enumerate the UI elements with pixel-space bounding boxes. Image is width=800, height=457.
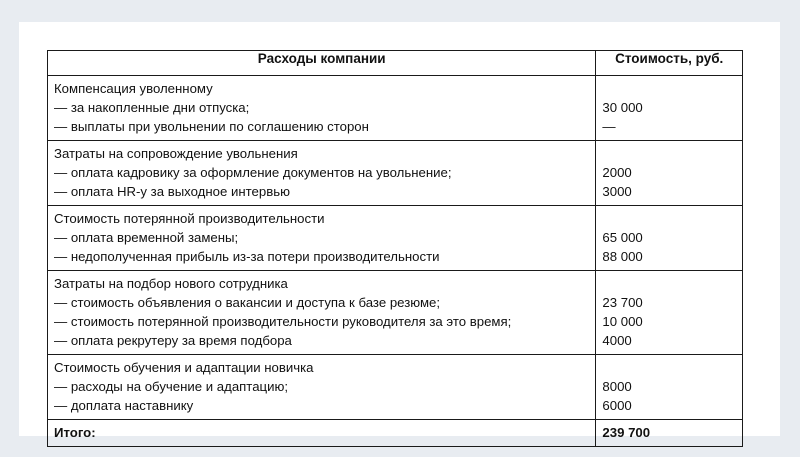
table-row (48, 355, 743, 420)
item-value: 65 000 (602, 230, 643, 245)
content-card (19, 22, 780, 440)
item-label: — стоимость потерянной производительности руководителя за это время; (54, 314, 512, 329)
expense-cell (48, 271, 596, 355)
item-label: — доплата наставнику (54, 398, 194, 413)
cost-cell (596, 355, 743, 420)
item-label: — недополученная прибыль из-за потери производительности (54, 249, 440, 264)
item-value: — (602, 119, 616, 134)
item-label: — расходы на обучение и адаптацию; (54, 379, 289, 394)
group-title: Компенсация уволенному (54, 81, 213, 96)
item-label: — оплата рекрутеру за время подбора (54, 333, 292, 348)
item-value: 23 700 (602, 295, 643, 310)
item-value: 2000 (602, 165, 632, 180)
table-row (48, 76, 743, 141)
item-label: — выплаты при увольнении по соглашению сторон (54, 119, 369, 134)
item-value: 4000 (602, 333, 632, 348)
total-value: 239 700 (596, 420, 743, 447)
company-costs-table (47, 50, 743, 447)
expense-cell (48, 141, 596, 206)
item-value: 88 000 (602, 249, 643, 264)
item-value: 6000 (602, 398, 632, 413)
cost-cell (596, 76, 743, 141)
item-value: 8000 (602, 379, 632, 394)
header-cost: Стоимость, руб. (596, 51, 743, 76)
total-label: Итого: (48, 420, 596, 447)
item-value: 3000 (602, 184, 632, 199)
group-title: Стоимость потерянной производительности (54, 211, 325, 226)
expense-cell (48, 76, 596, 141)
table-row (48, 141, 743, 206)
group-title: Затраты на сопровождение увольнения (54, 146, 298, 161)
item-label: — за накопленные дни отпуска; (54, 100, 250, 115)
total-row (48, 420, 743, 447)
expense-cell (48, 355, 596, 420)
item-label: — оплата кадровику за оформление документов на увольнение; (54, 165, 452, 180)
item-value: 30 000 (602, 100, 643, 115)
cost-cell (596, 271, 743, 355)
group-title: Стоимость обучения и адаптации новичка (54, 360, 314, 375)
item-label: — оплата временной замены; (54, 230, 239, 245)
cost-cell (596, 141, 743, 206)
group-title: Затраты на подбор нового сотрудника (54, 276, 288, 291)
table-row (48, 271, 743, 355)
item-label: — стоимость объявления о вакансии и доступа к базе резюме; (54, 295, 441, 310)
item-label: — оплата HR-у за выходное интервью (54, 184, 290, 199)
table-row (48, 206, 743, 271)
table-header-row (48, 51, 743, 76)
item-value: 10 000 (602, 314, 643, 329)
expense-cell (48, 206, 596, 271)
header-expenses: Расходы компании (48, 51, 596, 76)
cost-cell (596, 206, 743, 271)
